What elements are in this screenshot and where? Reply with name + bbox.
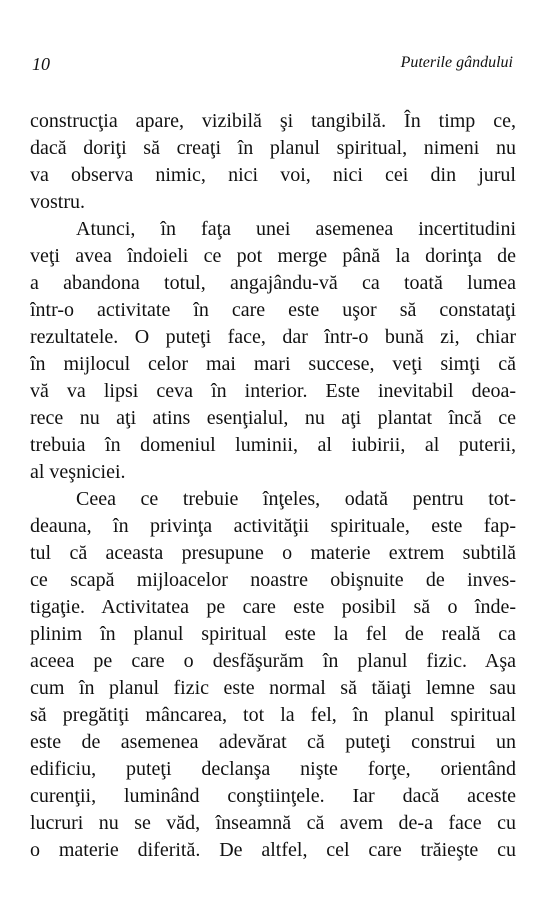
text-line: lucruri nu se văd, înseamnă că avem de-a face cu (30, 812, 516, 834)
text-line: rezultatele. O puteţi face, dar într-o bună zi, chiar (30, 326, 516, 348)
page-header (32, 54, 513, 80)
body-text (30, 108, 516, 864)
text-line: vă va lipsi ceva în interior. Este inevitabil deoa- (30, 380, 516, 402)
text-line: construcţia apare, vizibilă şi tangibilă. În timp ce, (30, 110, 516, 132)
text-line: tigaţie. Activitatea pe care este posibil să o înde- (30, 596, 516, 618)
page-number: 10 (32, 54, 50, 74)
text-line: Ceea ce trebuie înţeles, odată pentru tot- (76, 488, 516, 510)
running-title: Puterile gândului (400, 54, 513, 71)
text-line: al veşniciei. (30, 461, 126, 483)
text-line: ce scapă mijloacelor noastre obişnuite de inves- (30, 569, 516, 591)
text-line: dacă doriţi să creaţi în planul spiritual, nimeni nu (30, 137, 516, 159)
text-line: este de asemenea adevărat că puteţi construi un (30, 731, 516, 753)
text-line: o materie diferită. De altfel, cel care trăieşte cu (30, 839, 516, 861)
text-line: să pregătiţi mâncarea, tot la fel, în planul spiritual (30, 704, 516, 726)
text-line: cum în planul fizic este normal să tăiaţi lemne sau (30, 677, 516, 699)
text-line: veţi avea îndoieli ce pot merge până la dorinţa de (30, 245, 516, 267)
text-line: deauna, în privinţa activităţii spirituale, este fap- (30, 515, 516, 537)
text-line: curenţii, luminând conştiinţele. Iar dacă aceste (30, 785, 516, 807)
text-line: Atunci, în faţa unei asemenea incertitudini (76, 218, 516, 240)
text-line: plinim în planul spiritual este la fel de reală ca (30, 623, 516, 645)
text-line: va observa nimic, nici voi, nici cei din jurul (30, 164, 516, 186)
text-line: într-o activitate în care este uşor să constataţi (30, 299, 516, 321)
text-line: aceea pe care o desfăşurăm în planul fizic. Aşa (30, 650, 516, 672)
text-line: în mijlocul celor mai mari succese, veţi simţi că (30, 353, 516, 375)
text-line: tul că aceasta presupune o materie extrem subtilă (30, 542, 516, 564)
text-line: vostru. (30, 191, 85, 213)
text-line: edificiu, puteţi declanşa nişte forţe, orientând (30, 758, 516, 780)
text-line: trebuia în domeniul luminii, al iubirii, al puterii, (30, 434, 516, 456)
text-line: rece nu aţi atins esenţialul, nu aţi plantat încă ce (30, 407, 516, 429)
text-line: a abandona totul, angajându-vă ca toată lumea (30, 272, 516, 294)
